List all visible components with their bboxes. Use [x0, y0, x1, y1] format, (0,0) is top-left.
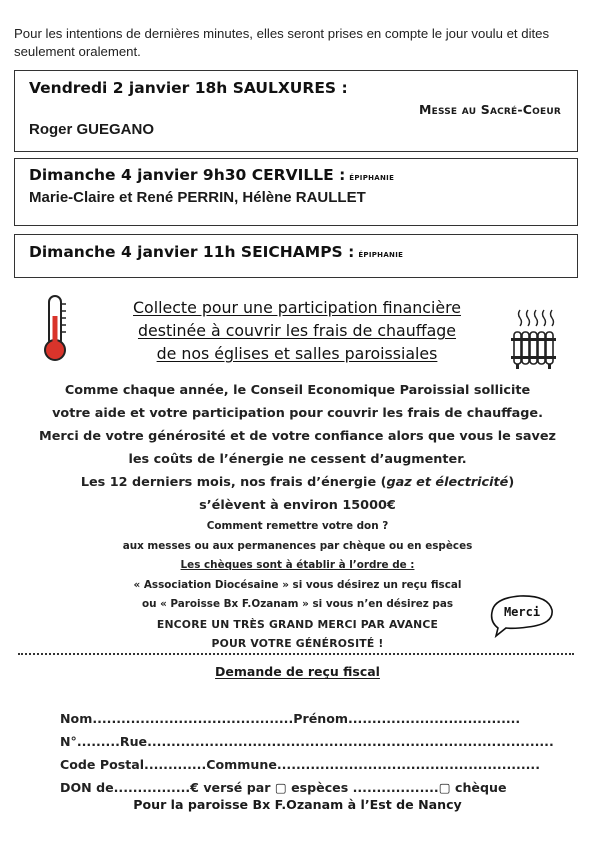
collecte-title-line: Collecte pour une participation financière: [133, 298, 461, 317]
paragraph-line: votre aide et votre participation pour couvrir les frais de chauffage.: [52, 406, 543, 421]
how-title: Comment remettre votre don ?: [206, 520, 389, 532]
paragraph-line: les coûts de l’énergie ne cessent d’augmenter.: [128, 452, 467, 467]
thermometer-icon: [38, 294, 72, 364]
thanks-line-1: ENCORE UN TRÈS GRAND MERCI PAR AVANCE: [156, 617, 439, 631]
event-title: Dimanche 4 janvier 11h SEICHAMPS :: [29, 243, 355, 261]
option-diocesaine: « Association Diocésaine » si vous désirez un reçu fiscal: [133, 578, 462, 591]
form-row-don[interactable]: DON de................€ versé par ▢ espèces ..................▢ chèque: [60, 780, 507, 795]
intro-line-2: seulement oralement.: [14, 44, 141, 59]
event-title: Vendredi 2 janvier 18h SAULXURES :: [29, 79, 348, 97]
event-title-wrap: [29, 166, 394, 184]
event-sub: épiphanie: [349, 172, 395, 183]
demande-title: Demande de reçu fiscal: [215, 664, 380, 679]
event-names: Roger GUEGANO: [29, 121, 155, 138]
collecte-title-line: destinée à couvrir les frais de chauffage: [137, 321, 457, 340]
cost-line: [20, 471, 575, 494]
event-box-saulxures: [14, 70, 578, 152]
recu-fiscal-form: [60, 710, 554, 802]
event-note: Messe au Sacré-Coeur: [418, 102, 561, 117]
paroisse-footer: Pour la paroisse Bx F.Ozanam à l’Est de Nancy: [133, 797, 462, 812]
event-box-seichamps: [14, 234, 578, 278]
intro-line-1: Pour les intentions de dernières minutes, elles seront prises en compte le jour voulu et dites: [14, 26, 550, 41]
amount-line: s’élèvent à environ 15000€: [199, 498, 396, 513]
collecte-title-line: de nos églises et salles paroissiales: [156, 344, 438, 363]
event-sub: épiphanie: [358, 249, 404, 260]
option-paroisse: ou « Paroisse Bx F.Ozanam » si vous n’en désirez pas: [141, 598, 454, 610]
radiator-icon: [510, 308, 558, 370]
form-row-code-commune[interactable]: Code Postal.............Commune.......................................................: [60, 757, 540, 772]
cheques-title: Les chèques sont à établir à l’ordre de :: [180, 559, 415, 571]
event-box-cerville: [14, 158, 578, 226]
event-title: Dimanche 4 janvier 9h30 CERVILLE :: [29, 166, 346, 184]
cost-line-start: Les 12 derniers mois, nos frais d’énergie (: [80, 475, 387, 490]
thanks-line-2: POUR VOTRE GÉNÉROSITÉ !: [211, 637, 384, 650]
collecte-title: [92, 296, 502, 365]
form-row-nom-prenom[interactable]: Nom..........................................Prénom....................................: [60, 711, 521, 726]
intro-text: [14, 25, 584, 61]
cost-line-italic: gaz et électricité: [386, 475, 509, 490]
how-text: aux messes ou aux permanences par chèque ou en espèces: [122, 539, 473, 552]
cost-line-end: ): [508, 475, 515, 490]
form-row-numero-rue[interactable]: N°.........Rue.....................................................................................: [60, 734, 554, 749]
event-title-wrap: [29, 243, 403, 261]
event-names: Marie-Claire et René PERRIN, Hélène RAULLET: [29, 189, 366, 206]
merci-speech-bubble: [488, 592, 556, 638]
cut-line-divider: [18, 653, 574, 655]
paragraph-line: Merci de votre générosité et de votre confiance alors que vous le savez: [39, 429, 556, 444]
paragraph-line: Comme chaque année, le Conseil Economique Paroissial sollicite: [64, 383, 531, 398]
merci-text: Merci: [503, 605, 541, 619]
